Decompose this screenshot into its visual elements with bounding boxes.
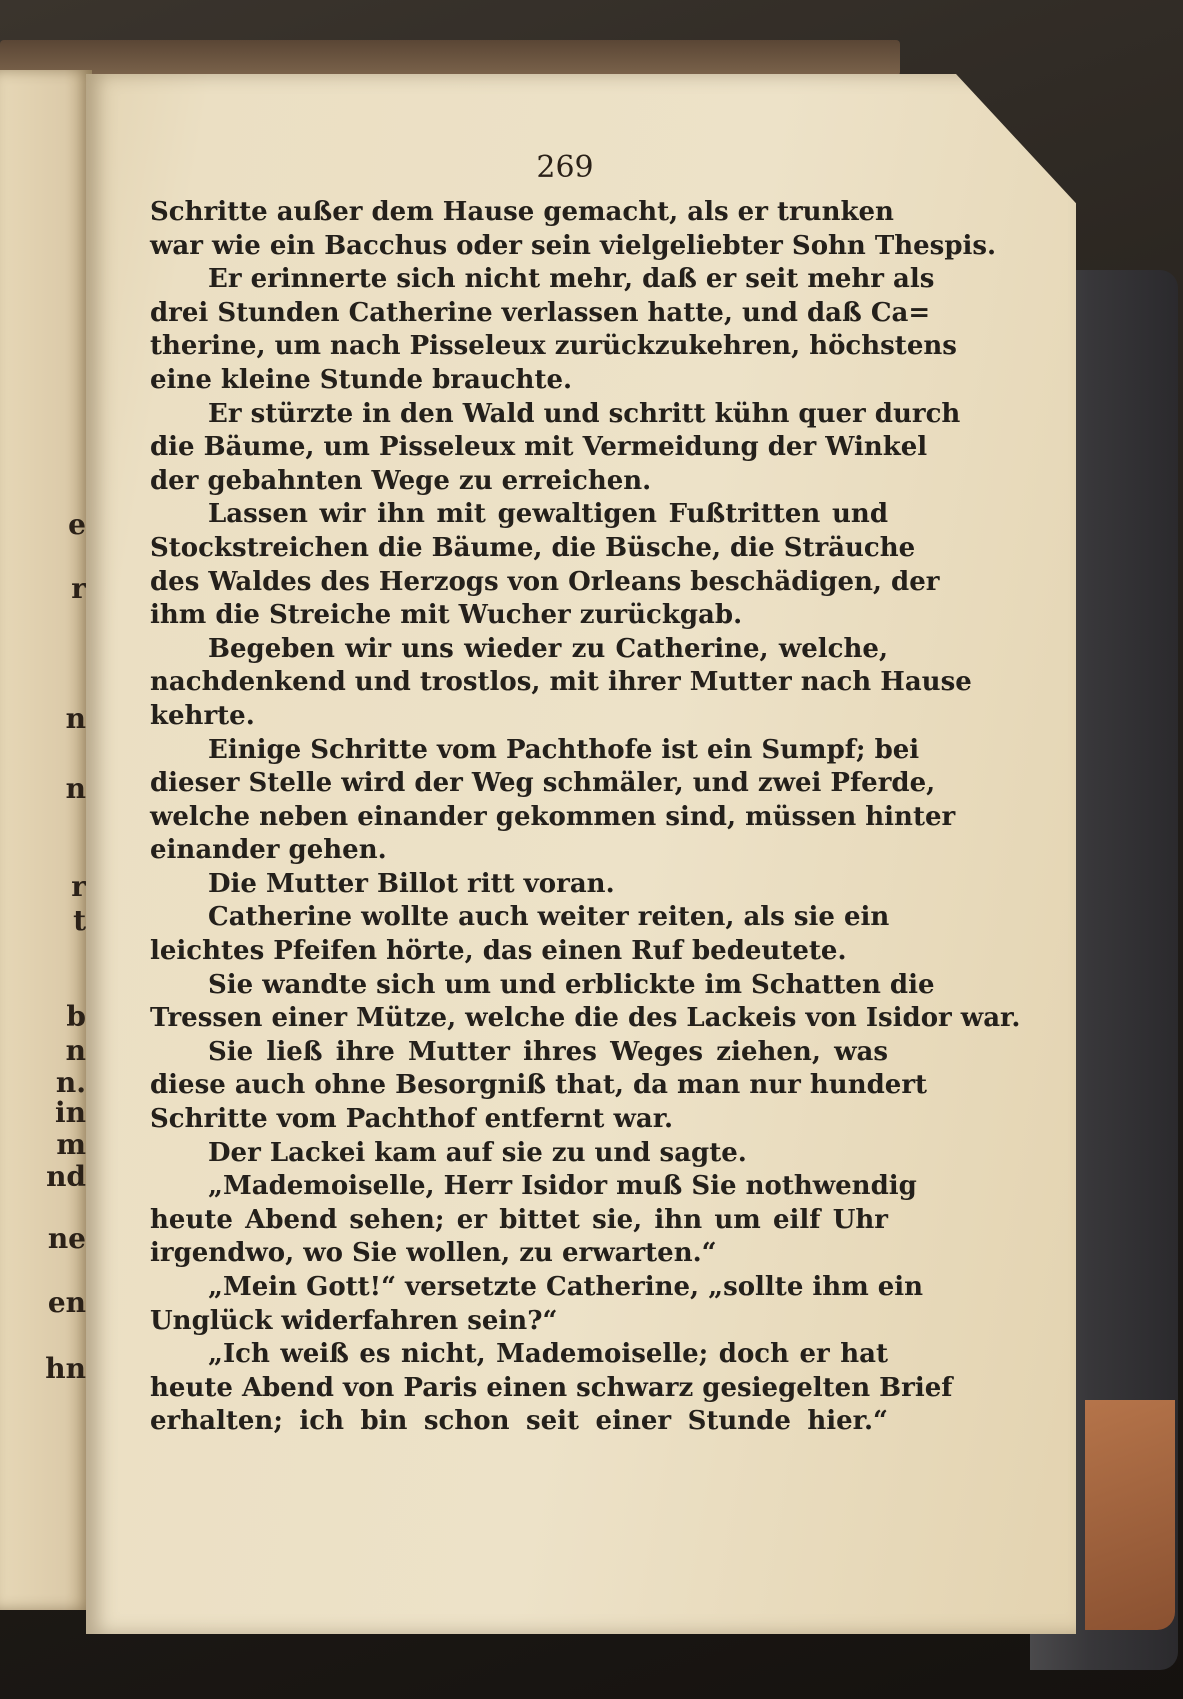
text-line: der gebahnten Wege zu erreichen. — [150, 465, 652, 496]
text-line: heute Abend sehen; er bittet sie, ihn um eilf Uhr — [150, 1204, 888, 1235]
text-line: erhalten; ich bin schon seit einer Stunde hier.“ — [150, 1406, 888, 1437]
text-line: Sie wandte sich um und erblickte im Schatten die — [208, 969, 935, 1000]
left-page-fragment: nd — [46, 1160, 86, 1193]
text-line: Stockstreichen die Bäume, die Büsche, die Sträuche — [150, 532, 916, 563]
text-line: Schritte vom Pachthof entfernt war. — [150, 1104, 674, 1135]
text-line: die Bäume, um Pisseleux mit Vermeidung der Winkel — [150, 432, 928, 463]
page-number: 269 — [536, 150, 594, 185]
text-line: eine kleine Stunde brauchte. — [150, 364, 573, 395]
text-line: Schritte außer dem Hause gemacht, als er trunken — [150, 197, 894, 227]
left-page-edge — [0, 70, 92, 1610]
left-page-fragment: r — [71, 572, 86, 605]
text-line: „Ich weiß es nicht, Mademoiselle; doch er hat — [208, 1339, 888, 1370]
left-page-fragment: t — [73, 904, 86, 937]
left-page-fragment: n. — [55, 1066, 86, 1099]
text-line: ihm die Streiche mit Wucher zurückgab. — [150, 600, 743, 631]
text-line: einander gehen. — [150, 835, 387, 866]
text-line: Unglück widerfahren sein?“ — [150, 1305, 558, 1336]
text-line: Sie ließ ihre Mutter ihres Weges ziehen, was — [208, 1036, 888, 1067]
book-cover-corner — [1085, 1400, 1175, 1630]
text-line: Lassen wir ihn mit gewaltigen Fußtritten und — [208, 499, 888, 530]
left-page-fragment: b — [66, 1000, 86, 1033]
text-line: Einige Schritte vom Pachthofe ist ein Sumpf; bei — [208, 734, 920, 765]
text-line: irgendwo, wo Sie wollen, zu erwarten.“ — [150, 1238, 717, 1269]
text-line: dieser Stelle wird der Weg schmäler, und zwei Pferde, — [150, 768, 936, 799]
left-page-fragment: m — [56, 1128, 86, 1161]
left-page-fragment: in — [55, 1096, 86, 1129]
left-page-fragment: n — [65, 702, 86, 735]
text-line: des Waldes des Herzogs von Orleans beschädigen, der — [150, 566, 940, 597]
text-line: diese auch ohne Besorgniß that, da man nur hundert — [150, 1070, 928, 1101]
text-line: Er erinnerte sich nicht mehr, daß er seit mehr als — [208, 264, 935, 295]
left-page-fragment: e — [68, 508, 86, 541]
left-page-fragment: r — [71, 870, 86, 903]
text-line: Er stürzte in den Wald und schritt kühn quer durch — [208, 398, 961, 429]
text-line: Der Lackei kam auf sie zu und sagte. — [208, 1137, 747, 1168]
text-line: welche neben einander gekommen sind, müssen hinter — [150, 801, 956, 832]
text-line: Begeben wir uns wieder zu Catherine, welche, — [208, 633, 888, 664]
text-line: heute Abend von Paris einen schwarz gesiegelten Brief — [150, 1372, 953, 1403]
text-line: „Mademoiselle, Herr Isidor muß Sie nothwendig — [208, 1171, 917, 1202]
left-page-fragment: ne — [47, 1222, 86, 1255]
text-line: Die Mutter Billot ritt voran. — [208, 868, 615, 899]
book-top-edge — [0, 40, 900, 76]
text-line: therine, um nach Pisseleux zurückzukehren, höchstens — [150, 331, 957, 362]
left-page-fragment: hn — [45, 1352, 86, 1385]
text-line: drei Stunden Catherine verlassen hatte, und daß Ca= — [150, 297, 931, 328]
text-line: kehrte. — [150, 700, 255, 731]
text-line: Catherine wollte auch weiter reiten, als sie ein — [208, 902, 890, 933]
left-page-fragment: n — [65, 772, 86, 805]
text-line: leichtes Pfeifen hörte, das einen Ruf bedeutete. — [150, 936, 847, 967]
body-text — [150, 196, 1021, 1439]
text-line: Tressen einer Mütze, welche die des Lackeis von Isidor war. — [150, 1003, 1021, 1034]
left-page-fragment: en — [47, 1286, 86, 1319]
text-line: nachdenkend und trostlos, mit ihrer Mutter nach Hause — [150, 667, 972, 698]
left-page-fragment: n — [65, 1034, 86, 1067]
text-line: „Mein Gott!“ versetzte Catherine, „sollte ihm ein — [208, 1272, 924, 1302]
text-line: war wie ein Bacchus oder sein vielgeliebter Sohn Thespis. — [150, 230, 997, 261]
